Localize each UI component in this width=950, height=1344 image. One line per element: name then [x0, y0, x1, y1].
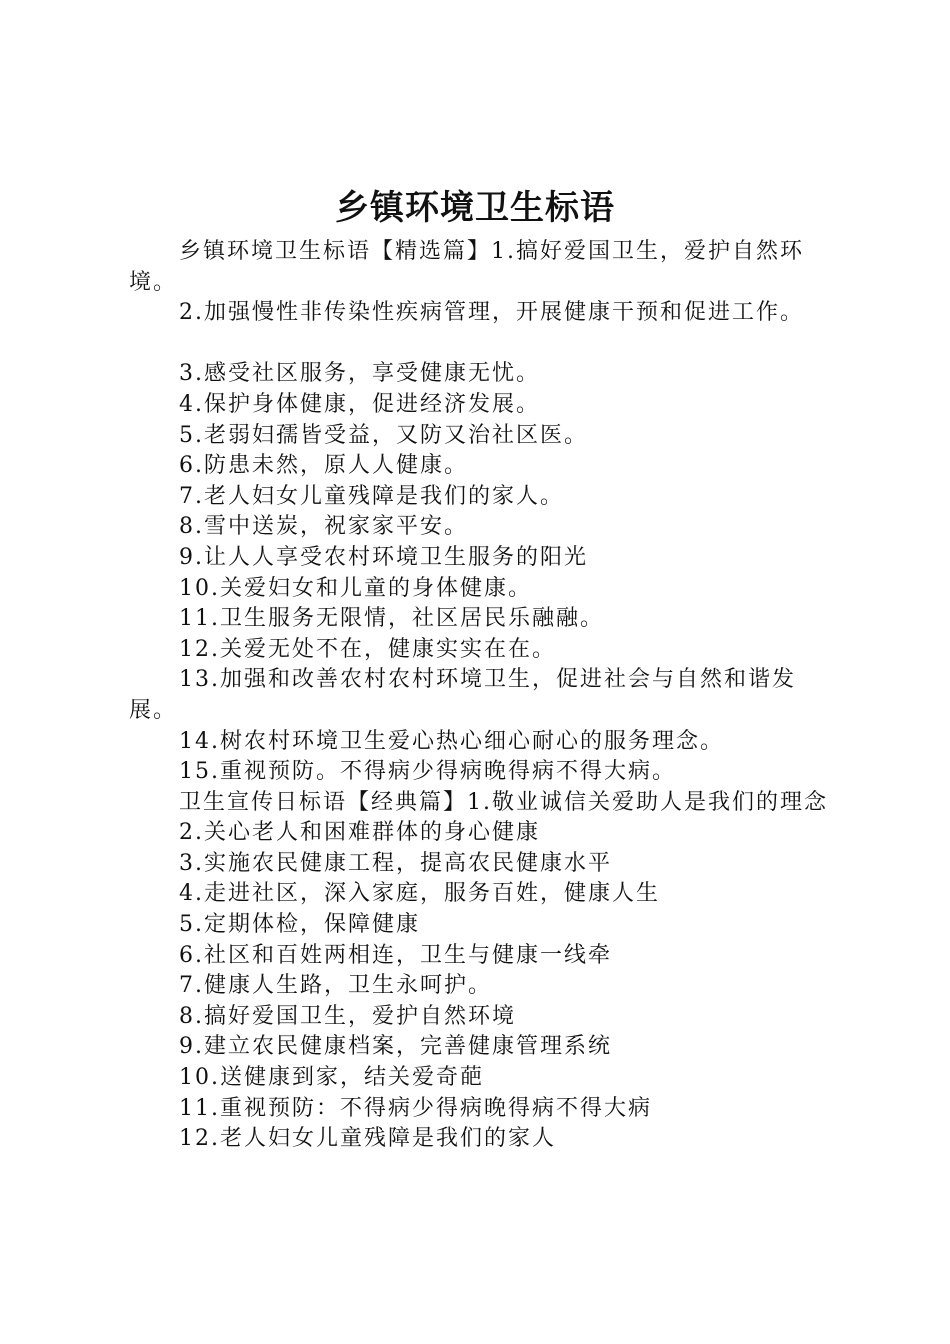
paragraph: 12.老人妇女儿童残障是我们的家人: [179, 1126, 556, 1152]
paragraph: 14.树农村环境卫生爱心热心细心耐心的服务理念。: [179, 728, 724, 754]
paragraph: 5.定期体检，保障健康: [179, 912, 420, 938]
paragraph: 7.老人妇女儿童残障是我们的家人。: [179, 483, 564, 509]
document-body: [129, 237, 841, 1155]
paragraph: 2.加强慢性非传染性疾病管理，开展健康干预和促进工作。: [179, 300, 804, 326]
paragraph: 5.老弱妇孺皆受益，又防又治社区医。: [179, 422, 588, 448]
paragraph: 卫生宣传日标语【经典篇】1.敬业诚信关爱助人是我们的理念: [179, 789, 828, 815]
paragraph: 8.搞好爱国卫生，爱护自然环境: [179, 1003, 516, 1029]
paragraph: 4.走进社区，深入家庭，服务百姓，健康人生: [179, 881, 660, 907]
paragraph: 12.关爱无处不在，健康实实在在。: [179, 636, 556, 662]
paragraph: 3.实施农民健康工程，提高农民健康水平: [179, 850, 612, 876]
paragraph: 9.建立农民健康档案，完善健康管理系统: [179, 1034, 612, 1060]
paragraph: 乡镇环境卫生标语【精选篇】1.搞好爱国卫生，爱护自然环境。: [129, 239, 804, 295]
paragraph: 10.送健康到家，结关爱奇葩: [179, 1065, 484, 1091]
paragraph: 6.社区和百姓两相连，卫生与健康一线牵: [179, 942, 612, 968]
paragraph: 3.感受社区服务，享受健康无忧。: [179, 361, 540, 387]
paragraph: 13.加强和改善农村农村环境卫生，促进社会与自然和谐发展。: [129, 667, 796, 723]
blank-line: [129, 329, 841, 360]
paragraph: 4.保护身体健康，促进经济发展。: [179, 391, 540, 417]
paragraph: 2.关心老人和困难群体的身心健康: [179, 820, 540, 846]
paragraph: 15.重视预防。不得病少得病晚得病不得大病。: [179, 759, 676, 785]
paragraph: 8.雪中送炭，祝家家平安。: [179, 514, 468, 540]
paragraph: 9.让人人享受农村环境卫生服务的阳光: [179, 544, 588, 570]
paragraph: 7.健康人生路，卫生永呵护。: [179, 973, 492, 999]
paragraph: 11.卫生服务无限情，社区居民乐融融。: [179, 606, 604, 632]
paragraph: 6.防患未然，原人人健康。: [179, 453, 468, 479]
paragraph: 10.关爱妇女和儿童的身体健康。: [179, 575, 532, 601]
document-title: 乡镇环境卫生标语: [335, 188, 615, 228]
paragraph: 11.重视预防：不得病少得病晚得病不得大病: [179, 1095, 652, 1121]
